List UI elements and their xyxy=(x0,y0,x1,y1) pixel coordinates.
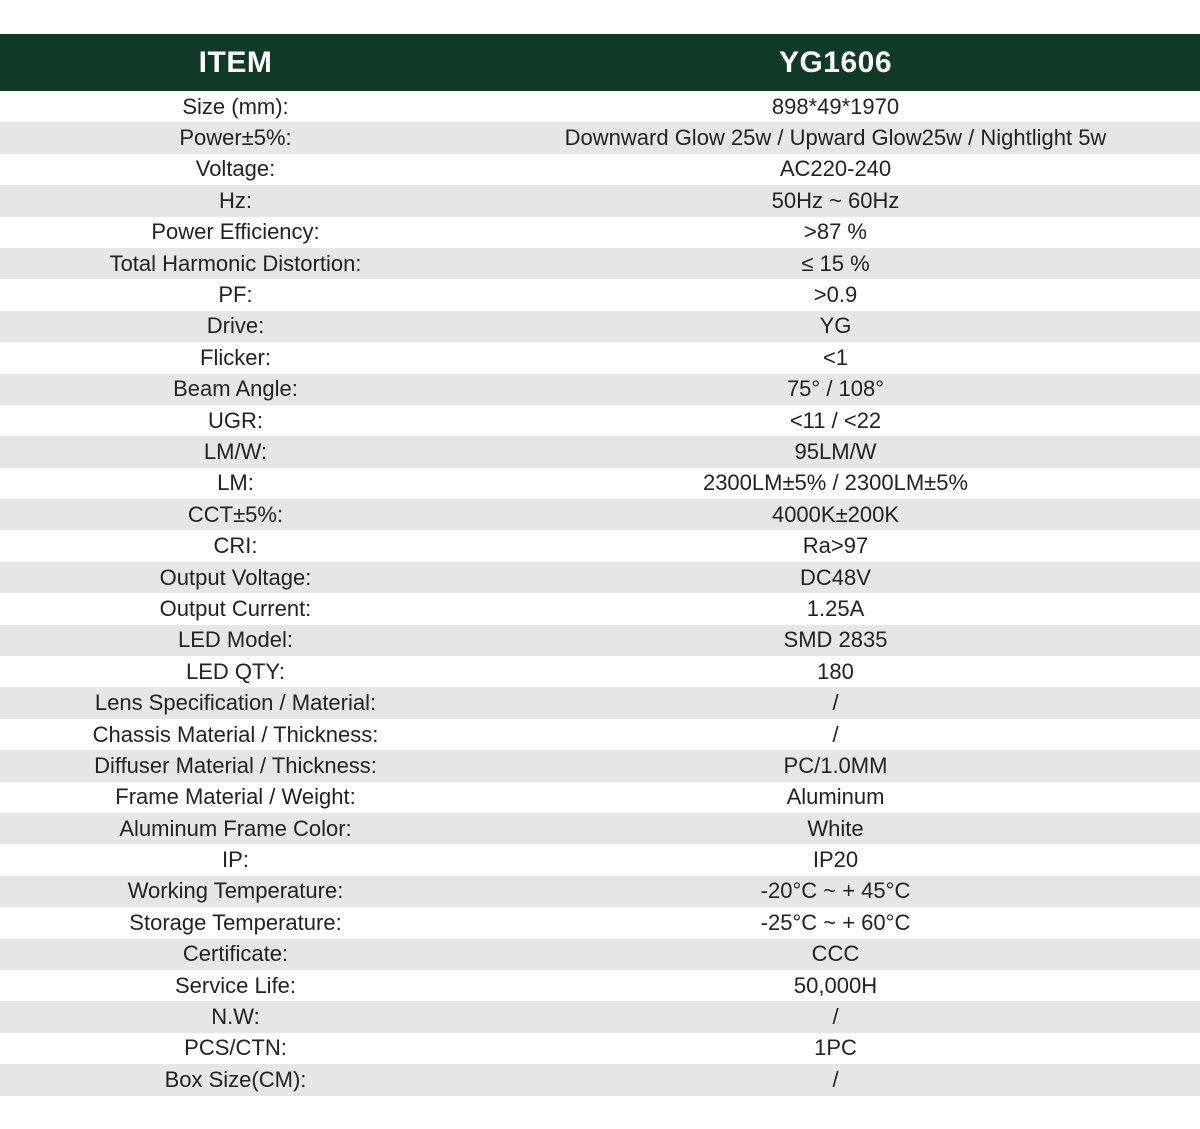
table-row xyxy=(0,782,1200,813)
table-row xyxy=(0,248,1200,279)
spec-label: IP: xyxy=(222,847,249,873)
spec-value: Ra>97 xyxy=(802,533,869,559)
table-row xyxy=(0,625,1200,656)
spec-label: UGR: xyxy=(208,407,263,433)
spec-value: / xyxy=(832,721,839,747)
spec-label: Total Harmonic Distortion: xyxy=(109,250,362,276)
spec-label: Storage Temperature: xyxy=(129,909,342,935)
spec-value: >0.9 xyxy=(813,282,858,308)
spec-label: Beam Angle: xyxy=(173,376,298,402)
spec-value: / xyxy=(832,1004,839,1030)
table-row xyxy=(0,405,1200,436)
table-row xyxy=(0,279,1200,310)
table-row xyxy=(0,530,1200,561)
table-row xyxy=(0,342,1200,373)
spec-value: 75° / 108° xyxy=(786,376,885,402)
table-row xyxy=(0,593,1200,624)
spec-label: Box Size(CM): xyxy=(164,1066,307,1092)
table-row xyxy=(0,562,1200,593)
spec-label: LED QTY: xyxy=(185,658,286,684)
spec-label: LM: xyxy=(217,470,254,496)
table-row xyxy=(0,311,1200,342)
table-row xyxy=(0,687,1200,718)
table-row xyxy=(0,844,1200,875)
table-row xyxy=(0,939,1200,970)
spec-label: Output Current: xyxy=(159,595,312,621)
spec-label: Flicker: xyxy=(200,344,271,370)
spec-label: LED Model: xyxy=(178,627,293,653)
spec-label: Voltage: xyxy=(195,156,276,182)
table-row xyxy=(0,750,1200,781)
spec-label: LM/W: xyxy=(203,438,268,464)
spec-value: / xyxy=(832,690,839,716)
spec-label: Chassis Material / Thickness: xyxy=(92,721,379,747)
spec-label: Power Efficiency: xyxy=(151,219,320,245)
table-row xyxy=(0,217,1200,248)
table-row xyxy=(0,91,1200,122)
spec-label: Power±5%: xyxy=(179,125,292,151)
table-row xyxy=(0,907,1200,938)
spec-label: N.W: xyxy=(211,1004,260,1030)
spec-value: Downward Glow 25w / Upward Glow25w / Nightlight 5w xyxy=(564,125,1107,151)
spec-label: Hz: xyxy=(219,187,252,213)
table-row xyxy=(0,719,1200,750)
table-header xyxy=(0,34,1200,91)
table-row xyxy=(0,1033,1200,1064)
spec-value: White xyxy=(807,815,864,841)
spec-label: Working Temperature: xyxy=(127,878,344,904)
table-row xyxy=(0,656,1200,687)
header-model: YG1606 xyxy=(778,45,893,79)
spec-value: AC220-240 xyxy=(779,156,892,182)
spec-value: -20°C ~ + 45°C xyxy=(760,878,911,904)
spec-value: -25°C ~ + 60°C xyxy=(760,909,911,935)
table-row xyxy=(0,499,1200,530)
spec-value: >87 % xyxy=(804,219,867,245)
spec-value: 50,000H xyxy=(793,972,878,998)
spec-label: Frame Material / Weight: xyxy=(115,784,356,810)
spec-label: Certificate: xyxy=(182,941,289,967)
spec-value: <1 xyxy=(822,344,849,370)
table-row xyxy=(0,1064,1200,1095)
spec-label: Lens Specification / Material: xyxy=(94,690,377,716)
spec-value: CCC xyxy=(811,941,860,967)
spec-value: 898*49*1970 xyxy=(771,93,900,119)
table-row xyxy=(0,154,1200,185)
spec-label: PF: xyxy=(218,282,253,308)
spec-label: Aluminum Frame Color: xyxy=(119,815,352,841)
table-row xyxy=(0,1001,1200,1032)
spec-label: Output Voltage: xyxy=(159,564,312,590)
table-row xyxy=(0,122,1200,153)
spec-label: Service Life: xyxy=(174,972,297,998)
table-row xyxy=(0,185,1200,216)
spec-label: CCT±5%: xyxy=(187,501,284,527)
spec-value: 2300LM±5% / 2300LM±5% xyxy=(702,470,969,496)
spec-label: Drive: xyxy=(206,313,265,339)
spec-value: Aluminum xyxy=(786,784,885,810)
spec-value: 1.25A xyxy=(806,595,865,621)
table-row xyxy=(0,813,1200,844)
spec-label: Size (mm): xyxy=(182,93,289,119)
spec-value: IP20 xyxy=(812,847,859,873)
spec-value: SMD 2835 xyxy=(783,627,888,653)
spec-value: DC48V xyxy=(800,564,871,590)
table-row xyxy=(0,374,1200,405)
table-row xyxy=(0,970,1200,1001)
spec-value: 50Hz ~ 60Hz xyxy=(771,187,900,213)
spec-label: CRI: xyxy=(213,533,258,559)
table-row xyxy=(0,436,1200,467)
spec-value: PC/1.0MM xyxy=(783,752,888,778)
spec-value: 1PC xyxy=(814,1035,857,1061)
spec-value: 180 xyxy=(817,658,854,684)
spec-table xyxy=(0,34,1200,1096)
spec-label: PCS/CTN: xyxy=(184,1035,287,1061)
spec-value: <11 / <22 xyxy=(789,407,882,433)
spec-label: Diffuser Material / Thickness: xyxy=(94,752,377,778)
spec-value: / xyxy=(832,1066,839,1092)
spec-value: ≤ 15 % xyxy=(801,250,870,276)
table-row xyxy=(0,468,1200,499)
table-body xyxy=(0,91,1200,1096)
spec-value: YG xyxy=(819,313,852,339)
table-row xyxy=(0,876,1200,907)
spec-value: 95LM/W xyxy=(794,438,877,464)
header-item: ITEM xyxy=(198,45,273,79)
spec-value: 4000K±200K xyxy=(771,501,900,527)
